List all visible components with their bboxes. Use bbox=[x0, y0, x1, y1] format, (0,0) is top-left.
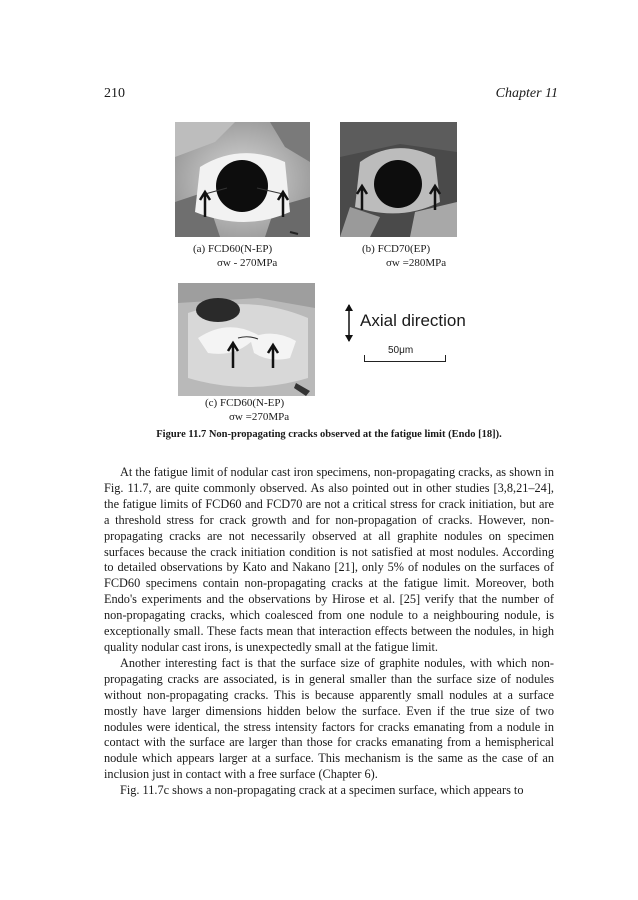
micrograph-c bbox=[178, 283, 315, 396]
micrograph-b bbox=[340, 122, 457, 237]
panel-c-stress: σw =270MPa bbox=[229, 411, 290, 423]
scale-bar bbox=[364, 355, 446, 362]
panel-b-label: (b) FCD70(EP) bbox=[362, 243, 431, 255]
scale-bar-label: 50μm bbox=[388, 345, 414, 356]
paragraph-1: At the fatigue limit of nodular cast iron specimens, non-propagating cracks, as shown in Fig. 11.7, are quite commonly observed. As also pointed out in other studies [3,8,21–24], the fatigue limits of FCD60 and FCD70 are not a critical stress for crack initiation, but are a threshold stress for crack growth and for non-propagation of cracks. However, non-propagating cracks are not necessarily observed at all graphite nodules on specimen surfaces because the crack initiation condition is not satisfied at most nodules. According to detailed observations by Kato and Nakano [21], only 5% of nodules on the surfaces of FCD60 specimens contain non-propagating cracks at the fatigue limit. Moreover, both Endo's experiments and the observations by Hirose et al. [25] verify that the number of non-propagating cracks, which coalesced from one nodule to a neighbouring nodule, is exceptionally small. These facts mean that interaction effects between the nodules, in high quality nodular cast irons, is unexpectedly small at the fatigue limit. bbox=[104, 465, 554, 654]
axial-direction-label: Axial direction bbox=[360, 311, 466, 330]
panel-c-label: (c) FCD60(N-EP) bbox=[205, 397, 285, 409]
body-text bbox=[104, 465, 554, 799]
panel-c-caption bbox=[205, 396, 289, 424]
figure-caption: Figure 11.7 Non-propagating cracks observed at the fatigue limit (Endo [18]). bbox=[156, 429, 502, 440]
page-number: 210 bbox=[104, 86, 125, 101]
axial-direction-arrow-icon bbox=[344, 303, 354, 348]
micrograph-a bbox=[175, 122, 310, 237]
panel-a-caption bbox=[193, 242, 277, 270]
panel-b-caption bbox=[362, 242, 446, 270]
panel-b-stress: σw =280MPa bbox=[386, 257, 447, 269]
paragraph-2: Another interesting fact is that the surface size of graphite nodules, with which non-propagating cracks are associated, is in general smaller than the surface size of nodules without non-propagating cracks. This is because apparently small nodules at a surface mostly have larger dimensions hidden below the surface. Even if the true size of two nodules were identical, the stress intensity factors for cracks emanating from a nodule in contact with the surface are larger than those for cracks emanating from a hemispherical nodule which appears larger at a surface. This mechanism is the same as the case of an inclusion just in contact with a free surface (Chapter 6). bbox=[104, 655, 554, 782]
panel-a-label: (a) FCD60(N-EP) bbox=[193, 243, 273, 255]
panel-a-stress: σw - 270MPa bbox=[217, 257, 278, 269]
paragraph-3: Fig. 11.7c shows a non-propagating crack at a specimen surface, which appears to bbox=[120, 783, 524, 798]
running-head-chapter: Chapter 11 bbox=[495, 86, 558, 101]
